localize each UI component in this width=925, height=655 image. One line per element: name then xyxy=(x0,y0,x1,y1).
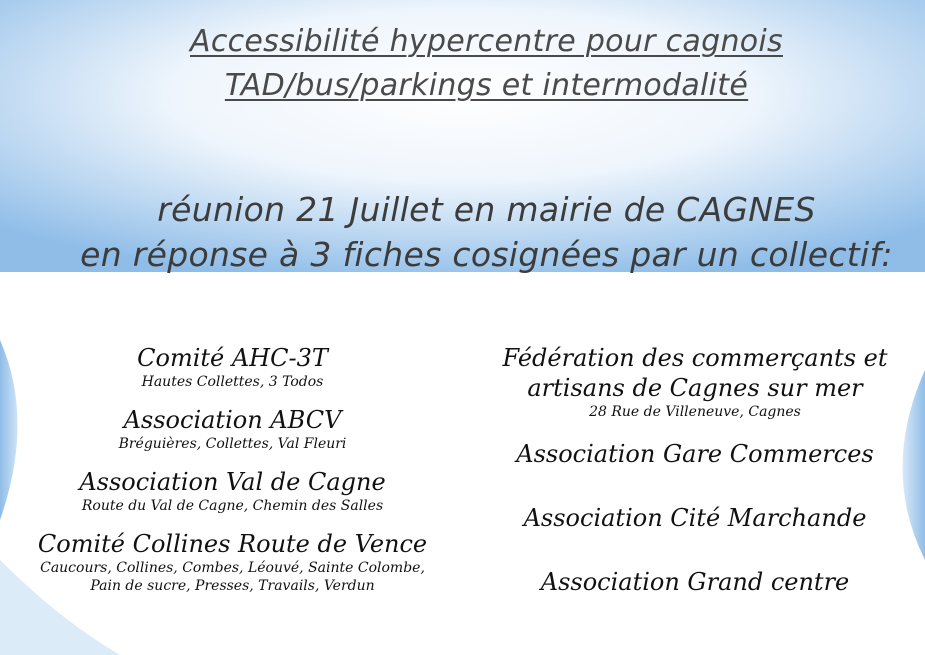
organization-name-line-1: Fédération des commerçants et xyxy=(502,344,888,372)
organization-entry xyxy=(465,343,925,421)
left-organizations xyxy=(0,343,465,609)
organization-entry xyxy=(465,567,925,597)
organization-name: Comité Collines Route de Vence xyxy=(37,530,428,558)
organization-entry xyxy=(0,405,465,453)
organization-name: Association Val de Cagne xyxy=(79,468,386,496)
organization-entry xyxy=(0,529,465,595)
organization-location-line-2: Pain de sucre, Presses, Travails, Verdun xyxy=(90,578,375,594)
organization-name: Association Grand centre xyxy=(540,568,850,596)
organization-location: Route du Val de Cagne, Chemin des Salles xyxy=(81,498,384,514)
title-line-1: Accessibilité hypercentre pour cagnois xyxy=(190,24,783,59)
subtitle-line-2: en réponse à 3 fiches cosignées par un collectif: xyxy=(80,235,893,274)
subtitle-line-1: réunion 21 Juillet en mairie de CAGNES xyxy=(157,190,816,229)
organization-name-line-2: artisans de Cagnes sur mer xyxy=(527,374,863,402)
organization-entry xyxy=(465,439,925,469)
right-organizations xyxy=(465,343,925,597)
organization-location: Bréguières, Collettes, Val Fleuri xyxy=(118,436,347,452)
organization-location: Hautes Collettes, 3 Todos xyxy=(141,374,324,390)
organization-entry xyxy=(0,343,465,391)
organization-name: Association Cité Marchande xyxy=(523,504,867,532)
title-line-2: TAD/bus/parkings et intermodalité xyxy=(224,68,749,103)
organization-entry xyxy=(465,503,925,533)
organization-name: Association Gare Commerces xyxy=(516,440,874,468)
organization-location-line-1: Caucours, Collines, Combes, Léouvé, Sainte Colombe, xyxy=(40,560,425,576)
organization-name: Comité AHC-3T xyxy=(137,344,328,372)
organization-entry xyxy=(0,467,465,515)
organization-location: 28 Rue de Villeneuve, Cagnes xyxy=(589,404,801,420)
organization-name: Association ABCV xyxy=(123,406,342,434)
